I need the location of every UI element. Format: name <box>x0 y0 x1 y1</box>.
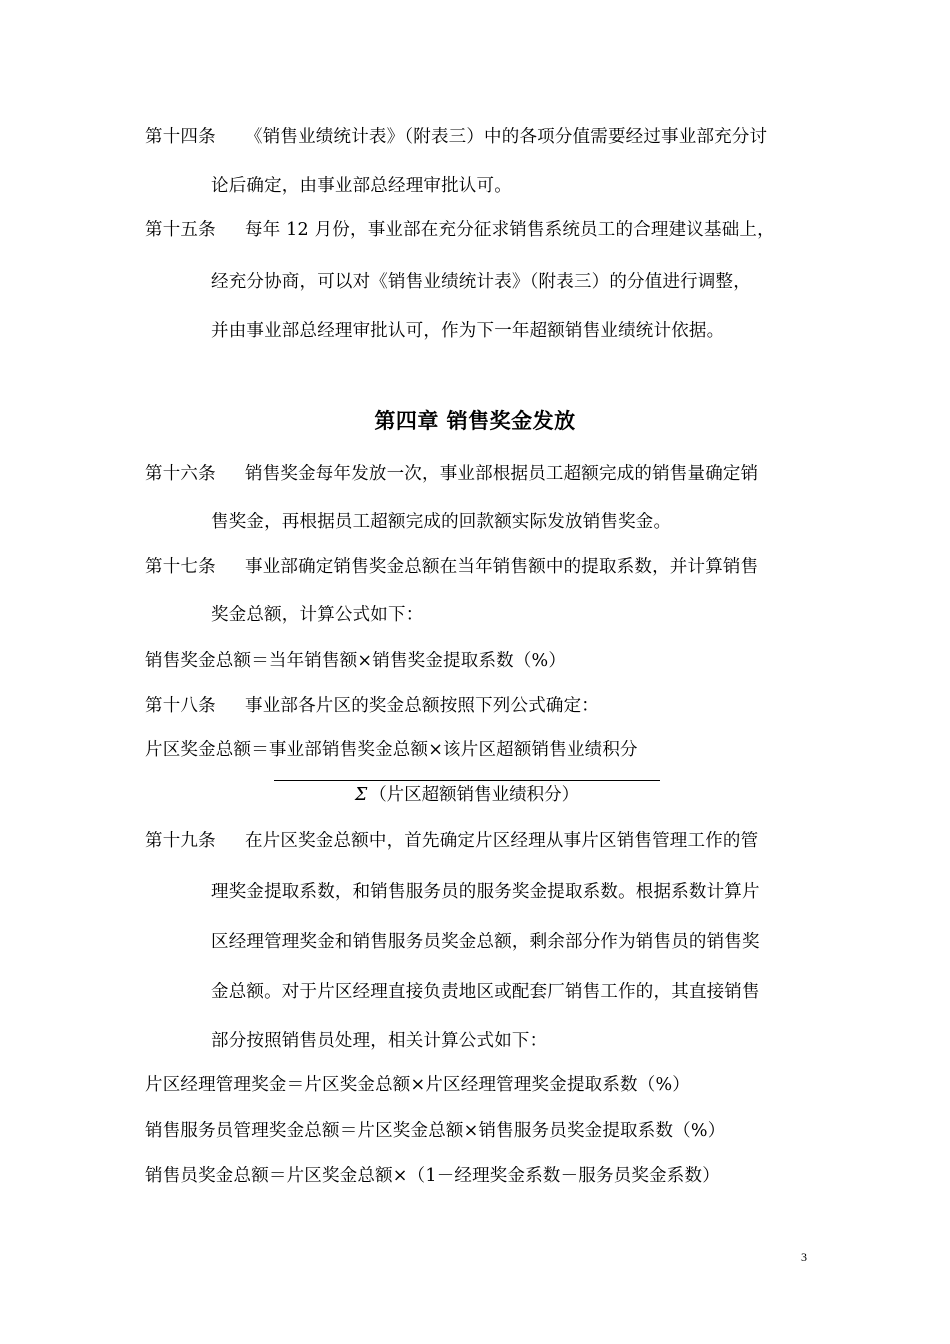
article-14-number: 第十四条 <box>145 127 216 147</box>
article-15-number: 第十五条 <box>145 220 216 240</box>
page-number: 3 <box>801 1250 807 1264</box>
article-17-number: 第十七条 <box>145 557 216 577</box>
article-15-line-2: 经充分协商，可以对《销售业绩统计表》（附表三）的分值进行调整， <box>211 272 751 292</box>
article-18-text-1: 事业部各片区的奖金总额按照下列公式确定： <box>245 696 599 716</box>
article-14-line-2: 论后确定，由事业部总经理审批认可。 <box>211 176 512 196</box>
article-15-line-3: 并由事业部总经理审批认可，作为下一年超额销售业绩统计依据。 <box>211 321 725 341</box>
denominator-text: （片区超额销售业绩积分） <box>369 785 580 805</box>
article-17-text-1: 事业部确定销售奖金总额在当年销售额中的提取系数，并计算销售 <box>245 557 759 577</box>
article-17-line-2: 奖金总额，计算公式如下： <box>211 605 424 625</box>
article-19-line-2: 理奖金提取系数，和销售服务员的服务奖金提取系数。根据系数计算片 <box>211 882 760 902</box>
article-15-line-1 <box>145 219 775 241</box>
article-15-text-1: 每年 12 月份，事业部在充分征求销售系统员工的合理建议基础上， <box>245 220 775 240</box>
article-19-number: 第十九条 <box>145 831 216 851</box>
article-16-text-1: 销售奖金每年发放一次，事业部根据员工超额完成的销售量确定销 <box>245 464 759 484</box>
article-19-line-3: 区经理管理奖金和销售服务员奖金总额，剩余部分作为销售员的销售奖 <box>211 932 760 952</box>
sigma-symbol: Σ <box>354 785 368 805</box>
formula-manager-bonus: 片区经理管理奖金＝片区奖金总额×片区经理管理奖金提取系数（%） <box>145 1075 690 1095</box>
article-18-number: 第十八条 <box>145 696 216 716</box>
formula-service-bonus: 销售服务员管理奖金总额＝片区奖金总额×销售服务员奖金提取系数（%） <box>145 1121 726 1141</box>
formula-region-denominator <box>274 784 660 806</box>
chapter-heading: 第四章 销售奖金发放 <box>374 408 576 433</box>
article-14-text-1: 《销售业绩统计表》（附表三）中的各项分值需要经过事业部充分讨 <box>245 127 768 147</box>
article-19-line-1 <box>145 830 758 852</box>
fraction-bar <box>274 780 660 781</box>
formula-total-bonus: 销售奖金总额＝当年销售额×销售奖金提取系数（%） <box>145 651 567 671</box>
formula-sales-bonus: 销售员奖金总额＝片区奖金总额×（1－经理奖金系数－服务员奖金系数） <box>145 1166 720 1186</box>
article-16-number: 第十六条 <box>145 464 216 484</box>
article-19-line-4: 金总额。对于片区经理直接负责地区或配套厂销售工作的，其直接销售 <box>211 982 760 1002</box>
article-14-line-1 <box>145 126 767 148</box>
article-18-line-1 <box>145 695 599 717</box>
article-16-line-2: 售奖金，再根据员工超额完成的回款额实际发放销售奖金。 <box>211 512 672 532</box>
article-16-line-1 <box>145 463 758 485</box>
article-19-line-5: 部分按照销售员处理，相关计算公式如下： <box>211 1031 548 1051</box>
formula-region-numerator: 片区奖金总额＝事业部销售奖金总额×该片区超额销售业绩积分 <box>145 740 638 760</box>
article-17-line-1 <box>145 556 758 578</box>
article-19-text-1: 在片区奖金总额中，首先确定片区经理从事片区销售管理工作的管 <box>245 831 759 851</box>
